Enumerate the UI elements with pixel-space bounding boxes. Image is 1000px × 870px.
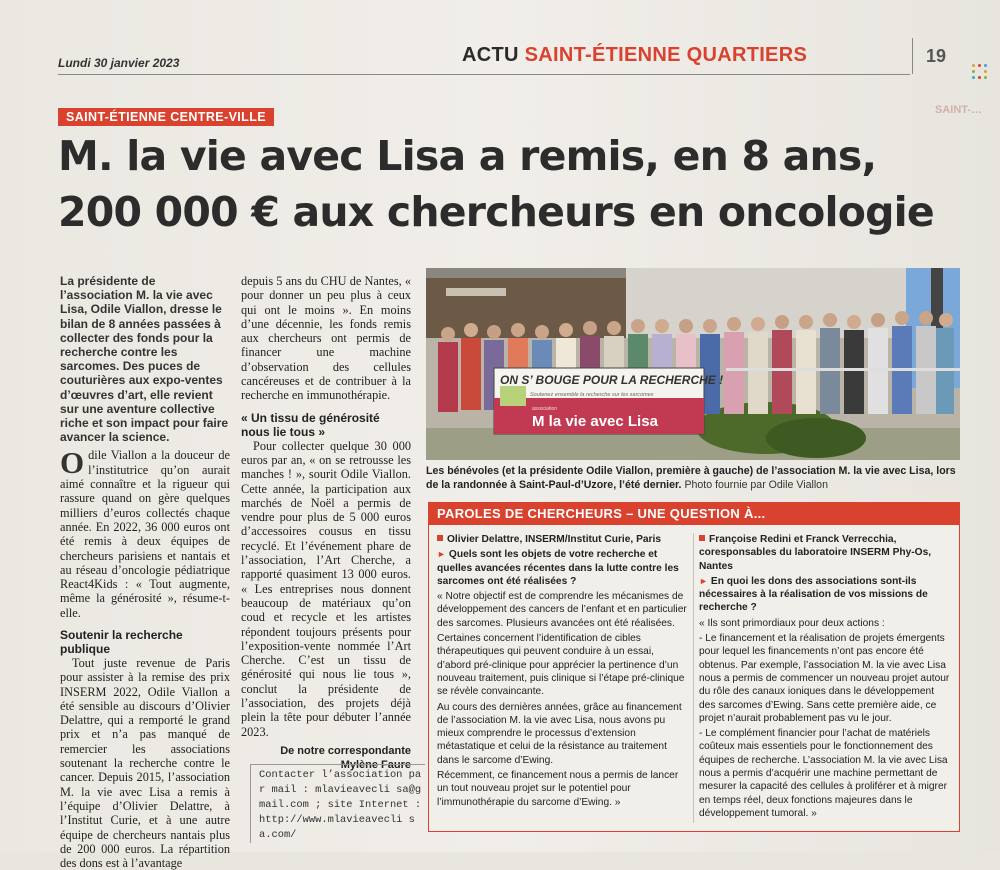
answer-1-part-1: « Notre objectif est de comprendre les mécanismes de développement des cancers de l’enfant et en particulier des sarcomes. Plusieurs avancées ont été réalisées.	[437, 591, 687, 629]
group-photo	[426, 268, 960, 460]
box-title: PAROLES DE CHERCHEURS – UNE QUESTION À...	[429, 503, 959, 525]
question-1	[437, 548, 689, 588]
issue-date: Lundi 30 janvier 2023	[58, 56, 180, 70]
question-1-text: Quels sont les objets de votre recherche et quelles avancées récentes dans la lutte contre les sarcomes ont été réalisées ?	[437, 549, 679, 587]
header-rule	[58, 74, 910, 75]
photo-caption	[426, 464, 960, 492]
arrow-bullet-icon: ►	[437, 549, 446, 560]
banner-slogan: ON S’ BOUGE POUR LA RECHERCHE !	[500, 373, 724, 387]
article-column-2	[241, 274, 411, 772]
group-photo-image	[426, 268, 960, 460]
color-dots-icon	[972, 64, 988, 88]
banner-small-label: association	[532, 406, 558, 412]
answer-2-part-3: - Le complément financier pour l’achat de matériels coûteux mais essentiels pour le fonctionnement des équipes de recherche. L’association M. la vie avec Lisa nous a permis d’acquérir une machine permettant de mesurer la capacité des cellules à proliférer et à migrer en temps réel, deux fonctions majeures dans le développement tumoral. »	[699, 728, 948, 819]
square-bullet-icon	[699, 535, 705, 541]
answer-2-part-2: - Le financement et la réalisation de projets émergents pour lequel les financements n’ont pas encore été obtenus. Par exemple, l’association M. la vie avec Lisa nous a permis de commencer un nouveau projet autour du rôle des canaux ioniques dans le développement des sarcomes d’Ewing. Sans cette première aide, ce projet n’aurait probablement pas vu le jour.	[699, 633, 950, 724]
question-2	[699, 575, 951, 615]
article-headline	[58, 128, 978, 240]
header-separator	[912, 38, 913, 74]
question-2-text: En quoi les dons des associations sont-ils nécessaires à la réalisation de vos missions de recherche ?	[699, 575, 928, 614]
arrow-bullet-icon: ►	[699, 575, 708, 586]
box-left-column	[437, 533, 689, 811]
section-header	[462, 44, 807, 67]
answer-1-part-4: Récemment, ce financement nous a permis de lancer un tout nouveau projet sur le potentiel pour l’immunothérapie du sarcome d’Ewing. »	[437, 770, 679, 808]
subheading-2: « Un tissu de générosité nous lie tous »	[241, 410, 380, 439]
headline-line-1: M. la vie avec Lisa a remis, en 8 ans,	[58, 132, 877, 180]
photo-credit: Photo fournie par Odile Viallon	[684, 479, 828, 491]
drop-cap: O	[60, 445, 85, 481]
researchers-box	[428, 502, 960, 832]
article-paragraph-1	[60, 445, 230, 620]
researcher-1	[437, 533, 689, 546]
article-paragraph-3: depuis 5 ans du CHU de Nantes, « pour donner un peu plus à ceux qui ont le moins ». En moins d’une décennie, les fonds remis aux chercheurs ont permis de financer une machine d’observation des cellules cancéreuses et de contribuer à la recherche en immunothérapie.	[241, 274, 411, 403]
answer-1-part-3: Au cours des dernières années, grâce au financement de l’association M. la vie avec Lisa, nous avons pu mieux comprendre le processus d’extension métastatique et celui de la résistance au traitement dans le sarcome d’Ewing.	[437, 701, 682, 766]
bleed-through: SAINT-…	[935, 104, 983, 116]
banner-subtitle: Soutenez ensemble la recherche sur les sarcomes	[530, 392, 654, 398]
researcher-1-name: Olivier Delattre, INSERM/Institut Curie, Paris	[447, 534, 661, 545]
box-right-column	[699, 533, 951, 822]
byline-author: Mylène Faure	[340, 758, 411, 771]
contact-box: Contacter l’association par mail : mlavieavecli sa@gmail.com ; site Internet : http://www.mlavieavecli sa.com/	[250, 764, 425, 843]
page-number: 19	[926, 46, 947, 66]
subheading-1: Soutenir la recherche publique	[60, 628, 183, 656]
paragraph-1-text: dile Viallon a la douceur de l’institutrice qu’on aurait aimé connaître et la rigueur qui rassure quand on gère quelques milliers d’euros collectés chaque année. En 2022, 36 000 euros ont été remis à deux équipes de chercheurs parisiens et nantais et au réseau d’oncologie pédiatrique React4Kids : « Tout augmente, même la générosité », résume-t-elle.	[60, 448, 230, 620]
section-label: ACTU	[462, 44, 519, 66]
section-sublabel: SAINT-ÉTIENNE QUARTIERS	[524, 44, 808, 66]
article-paragraph-4: Pour collecter quelque 30 000 euros par an, « on se retrousse les manches ! », sourit Odile Viallon. Cette année, la participation aux marchés de Noël a permis de vendre pour plus de 5 000 euros d’accessoires cousus en tissu recyclé. Et l’événement phare de l’association, l’Art Cherche, a rapporté quasiment 13 000 euros. « Les entreprises nous donnent beaucoup de matériaux qu’on coud et recycle et les artistes répondent toujours présents pour l’exposition-vente nommée l’Art Cherche. C’est un tissu de générosité qui nous lie tous », conclut la présidente de l’association, des projets déjà plein la tête pour débuter l’année 2023.	[241, 438, 411, 739]
answer-2-part-1: « Ils sont primordiaux pour deux actions :	[699, 617, 885, 629]
article-lead: La présidente de l’association M. la vie avec Lisa, Odile Viallon, dresse le bilan de 8 années passées à collecter des fonds pour la recherche contre les sarcomes. Des puces de couturières aux expo-ventes d’œuvres d’art, elle revient sur une aventure collective riche et son impact pour faire avancer la science.	[60, 274, 229, 445]
headline-line-2: 200 000 € aux chercheurs en oncologie	[58, 188, 934, 236]
caption-text: Les bénévoles (et la présidente Odile Viallon, première à gauche) de l’association M. la vie avec Lisa, lors de la randonnée à Saint-Paul-d’Uzore, l’été dernier.	[426, 465, 956, 491]
answer-1-part-2: Certaines concernent l’identification de cibles thérapeutiques qui peuvent conduire à un essai, d’abord pré-clinique pour apprécier la pertinence d’un nouveau traitement, puis clinique si l’étape pré-clinique se révèle convaincante.	[437, 633, 685, 698]
researcher-2	[699, 533, 951, 573]
researcher-2-name: Françoise Redini et Franck Verrecchia, coresponsables du laboratoire INSERM Phy-Os, Nantes	[699, 534, 932, 572]
byline-role: De notre correspondante	[280, 744, 411, 757]
square-bullet-icon	[437, 535, 443, 541]
article-kicker: SAINT-ÉTIENNE CENTRE-VILLE	[58, 108, 274, 126]
box-divider	[693, 533, 694, 823]
article-column-1	[60, 274, 230, 870]
article-paragraph-2: Tout juste revenue de Paris pour assister à la remise des prix INSERM 2022, Odile Viallon a été sensible au discours d’Olivier Delattre, qui a remporté le grand prix et n’a pas manqué de remercier les associations soutenant la recherche contre le cancer. Depuis 2015, l’association M. la vie avec Lisa a remis à l’équipe d’Olivier Delattre, à l’Institut Curie, et à une autre équipe de chercheurs nantais plus de 200 000 euros. La répartition des dons est à l’avantage	[60, 656, 230, 870]
banner-association-name: M la vie avec Lisa	[532, 413, 658, 430]
